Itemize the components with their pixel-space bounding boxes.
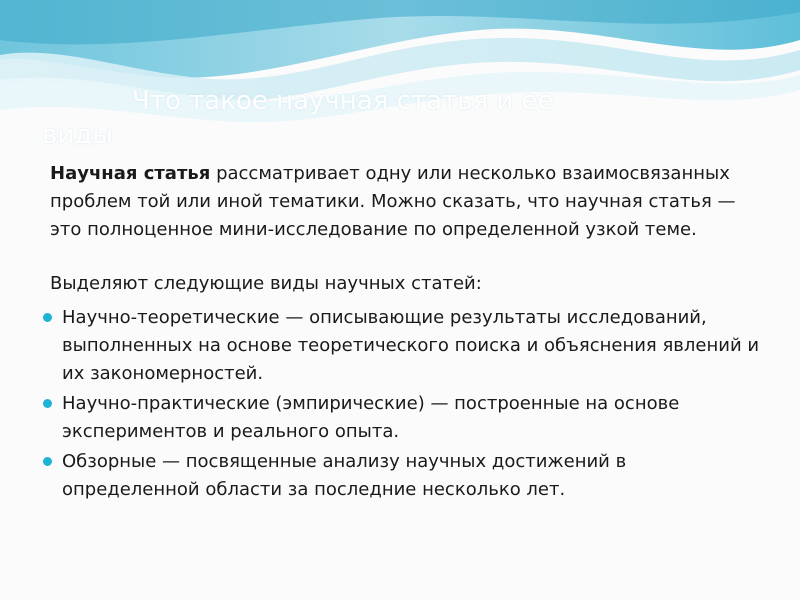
list-item-text: Научно-практические (эмпирические) — построенные на основе экспериментов и реального опыта. (62, 393, 680, 442)
intro-bold-term: Научная статья (50, 163, 211, 184)
slide-title (42, 84, 642, 152)
intro-text: рассматривает одну или несколько взаимосвязанных проблем той или иной тематики. Можно сказать, что научная статья — это полноценное мини-исследование по определенной узкой теме. (50, 163, 736, 240)
list-item (40, 448, 760, 504)
list-item (40, 390, 760, 446)
bullet-icon (43, 313, 52, 322)
slide-content (40, 160, 760, 506)
types-list (40, 304, 760, 504)
types-heading: Выделяют следующие виды научных статей: (50, 273, 482, 294)
list-item-text: Научно-теоретические — описывающие результаты исследований, выполненных на основе теоретического поиска и объяснения явлений и их закономерностей. (62, 307, 760, 384)
list-item-text: Обзорные — посвященные анализу научных достижений в определенной области за последние несколько лет. (62, 451, 627, 500)
slide-title-line1: Что такое научная статья и ее (132, 86, 554, 116)
bullet-icon (43, 399, 52, 408)
intro-paragraph (40, 160, 760, 244)
slide-title-line2: виды (42, 120, 113, 150)
list-item (40, 304, 760, 388)
bullet-icon (43, 457, 52, 466)
